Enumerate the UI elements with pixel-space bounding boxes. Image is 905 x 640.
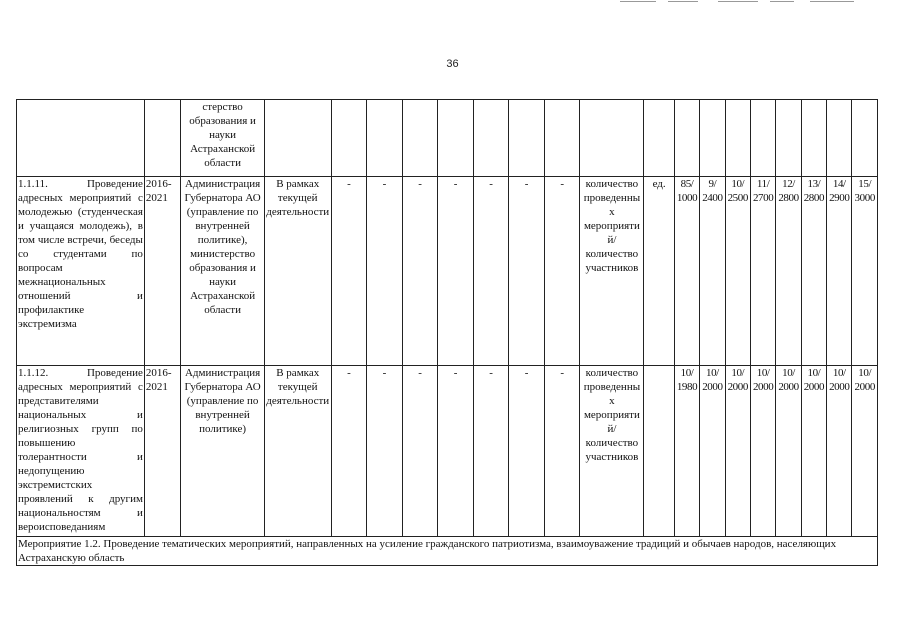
table-row [17,366,878,537]
cell [644,100,674,177]
scan-marks [620,0,900,4]
unit-cell [644,366,674,537]
activity-cell [17,177,145,366]
cell [750,100,775,177]
value-cell: 9/ 2400 [700,177,725,366]
cell [801,100,826,177]
value-cell: 15/ 3000 [852,177,878,366]
program-table [16,99,878,566]
value-cell: 14/ 2900 [827,177,852,366]
value-cell: 10/ 1980 [674,366,699,537]
value-cell: 13/ 2800 [801,177,826,366]
cell [725,100,750,177]
continuation-row [17,100,878,177]
table-row [17,177,878,366]
cell [264,100,331,177]
dash-cell: - [473,366,509,537]
dash-cell: - [367,177,403,366]
dash-cell: - [331,177,367,366]
dash-cell: - [367,366,403,537]
value-cell: 10/ 2000 [852,366,878,537]
dash-cell: - [509,366,545,537]
value-cell: 10/ 2000 [827,366,852,537]
funding-cell: В рамках текущей деятельности [264,177,331,366]
activity-id: 1.1.12. [18,367,49,379]
cell [674,100,699,177]
value-cell: 10/ 2000 [801,366,826,537]
executor-cell: Администрация Губернатора АО (управление по внутренней политике), министерство образования и науки Астраханской области [181,177,264,366]
cell [580,100,644,177]
value-cell: 85/ 1000 [674,177,699,366]
unit-cell: ед. [644,177,674,366]
cell [509,100,545,177]
value-cell: 11/ 2700 [750,177,775,366]
cell [17,100,145,177]
cell [402,100,438,177]
cell [367,100,403,177]
activity-text: Проведение адресных мероприятий с молодежью (студенческая и учащаяся молодежь), в том числе встречи, беседы со студентами по вопросам межнациональных отношений и профилактике экстремизма [18,178,143,330]
value-cell: 10/ 2000 [725,366,750,537]
page-number: 36 [446,58,459,70]
executor-cell: стерство образования и науки Астраханской области [181,100,264,177]
value-cell: 10/ 2000 [776,366,801,537]
activity-cell [17,366,145,537]
period-cell: 2016-2021 [144,177,181,366]
value-cell: 10/ 2000 [700,366,725,537]
indicator-cell: количество проведенных мероприятий/ количество участников [580,177,644,366]
cell [438,100,474,177]
dash-cell: - [438,366,474,537]
cell [852,100,878,177]
value-cell: 10/ 2500 [725,177,750,366]
dash-cell: - [438,177,474,366]
cell [144,100,181,177]
section-header: Мероприятие 1.2. Проведение тематических мероприятий, направленных на усиление гражданского патриотизма, взаимоуважение традиций и обычаев народов, населяющих Астраханскую область [17,537,878,566]
cell [827,100,852,177]
cell [544,100,580,177]
dash-cell: - [544,177,580,366]
cell [776,100,801,177]
value-cell: 10/ 2000 [750,366,775,537]
cell [700,100,725,177]
dash-cell: - [509,177,545,366]
value-cell: 12/ 2800 [776,177,801,366]
funding-cell: В рамках текущей деятельности [264,366,331,537]
activity-text: Проведение адресных мероприятий с представителями национальных и религиозных групп по повышению толерантности и недопущению экстремистских проявлений к другим национальностям и вероисповеданиям [18,367,143,533]
cell [473,100,509,177]
indicator-cell: количество проведенных мероприятий/ количество участников [580,366,644,537]
executor-cell: Администрация Губернатора АО (управление по внутренней политике) [181,366,264,537]
activity-id: 1.1.11. [18,178,48,190]
dash-cell: - [402,177,438,366]
section-header-row [17,537,878,566]
cell [331,100,367,177]
dash-cell: - [473,177,509,366]
dash-cell: - [402,366,438,537]
dash-cell: - [331,366,367,537]
period-cell: 2016-2021 [144,366,181,537]
dash-cell: - [544,366,580,537]
